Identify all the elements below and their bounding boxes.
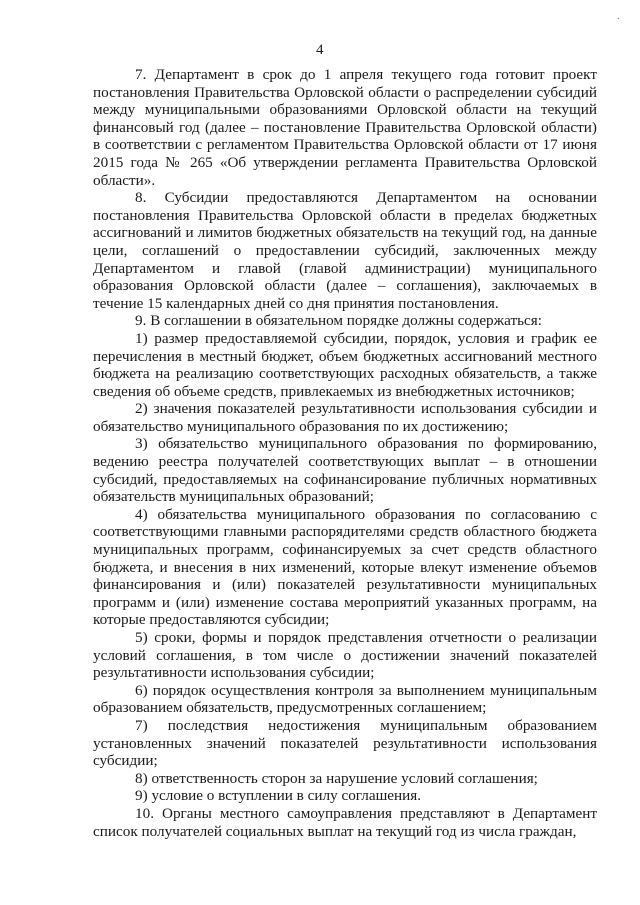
paragraph-9: 9. В соглашении в обязательном порядке должны содержаться: [135, 312, 543, 330]
corner-mark: · [616, 14, 620, 25]
paragraph-7: 7. Департамент в срок до 1 апреля текущего года готовит проект постановления Правительства Орловской области о распределении субсидий между муниципальными образованиями Орловской области на текущий финансовый год (далее – постановление Правительства Орловской области) в соответствии с регламентом Правительства Орловской области от 17 июня 2015 года № 265 «Об утверждении регламента Правительства Орловской области». [93, 66, 597, 189]
list-item-7: 7) последствия недостижения муниципальным образованием установленных значений показателей результативности использования субсидии; [93, 716, 597, 770]
list-item-1: 1) размер предоставляемой субсидии, порядок, условия и график ее перечисления в местный бюджет, объем бюджетных ассигнований местного бюджета на реализацию соответствующих расходных обязательств, а также сведения об объеме средств, привлекаемых из внебюджетных источников; [93, 329, 597, 400]
list-item-8: 8) ответственность сторон за нарушение условий соглашения; [135, 769, 538, 787]
paragraph-8: 8. Субсидии предоставляются Департаментом на основании постановления Правительства Орловской области в пределах бюджетных ассигнований и лимитов бюджетных обязательств на текущий год, на данные цели, соглашений о предоставлении субсидий, заключенных между Департаментом и главой (главой администрации) муниципального образования Орловской области (далее – соглашения), заключаемых в течение 15 календарных дней со дня принятия постановления. [93, 189, 597, 312]
list-item-4: 4) обязательства муниципального образования по согласованию с соответствующими главными распорядителями средств областного бюджета муниципальных программ, софинансируемых за счет средств областного бюджета, и внесения в них изменений, которые влекут изменение объемов финансирования и (или) показателей результативности муниципальных программ и (или) изменение состава мероприятий указанных программ, на которые предоставляются субсидии; [93, 505, 597, 629]
document-body [93, 66, 597, 840]
list-item-6: 6) порядок осуществления контроля за выполнением муниципальным образованием обязательств, предусмотренных соглашением; [93, 681, 597, 717]
list-item-3: 3) обязательство муниципального образования по формированию, ведению реестра получателей соответствующих выплат – в отношении субсидий, предоставляемых на софинансирование публичных нормативных обязательств муниципальных образований; [93, 435, 597, 506]
paragraph-10: 10. Органы местного самоуправления представляют в Департамент список получателей социальных выплат на текущий год из числа граждан, [93, 804, 597, 840]
page-number: 4 [316, 42, 324, 58]
list-item-2: 2) значения показателей результативности использования субсидии и обязательство муниципального образования по их достижению; [93, 400, 597, 435]
list-item-5: 5) сроки, формы и порядок представления отчетности о реализации условий соглашения, в том числе о достижении значений показателей результативности использования субсидии; [93, 629, 597, 682]
list-item-9: 9) условие о вступлении в силу соглашения. [135, 787, 422, 805]
